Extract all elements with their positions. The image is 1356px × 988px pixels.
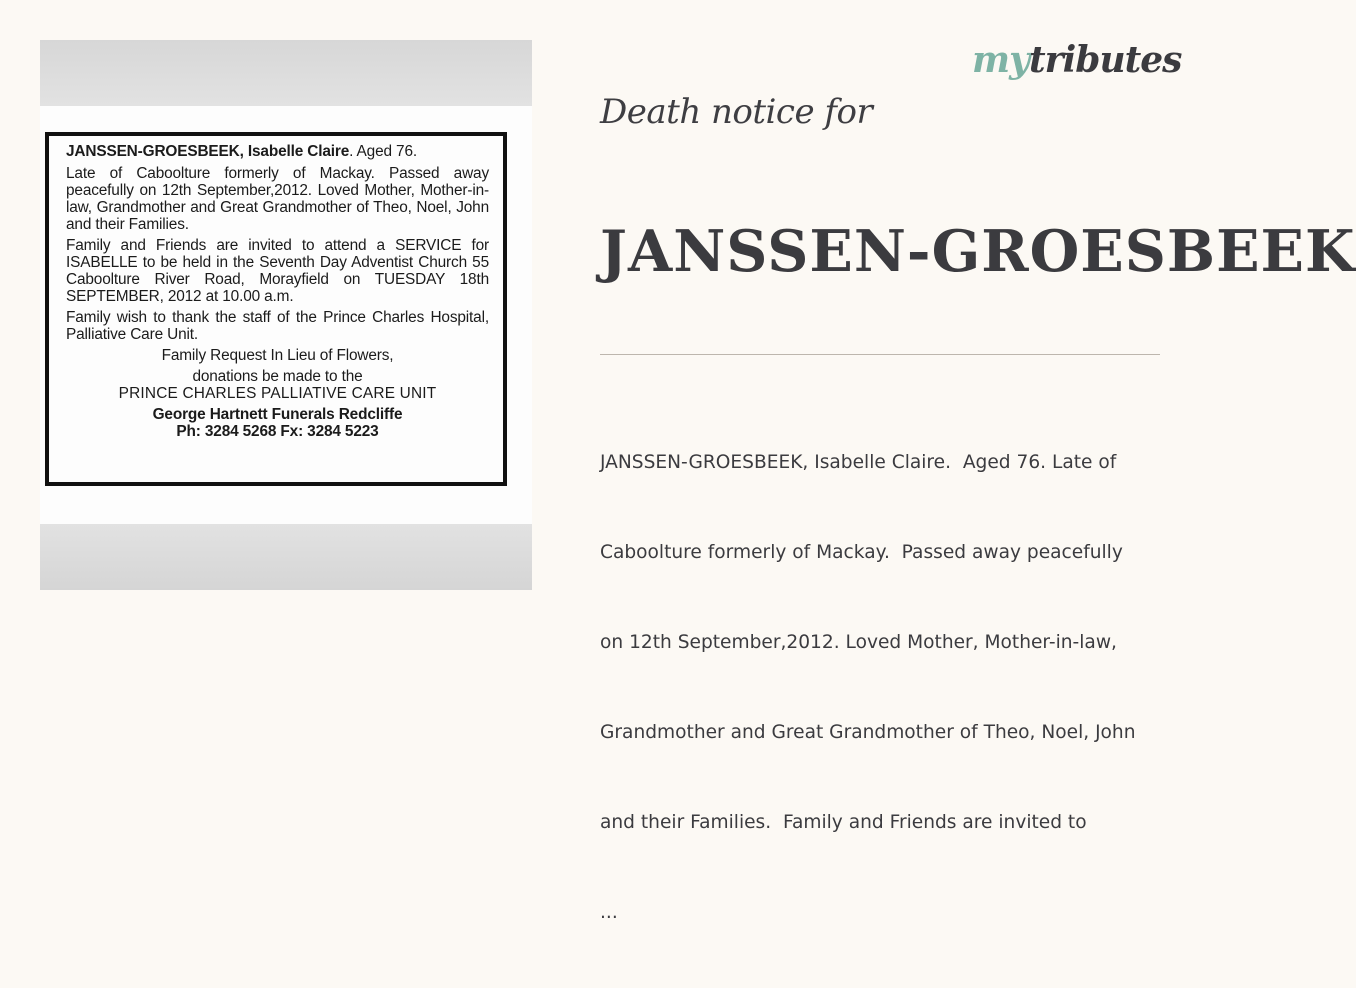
notice-funeral-home: George Hartnett Funerals Redcliffe (152, 406, 403, 423)
notice-border-box (45, 132, 507, 486)
notice-excerpt (600, 388, 1190, 988)
notice-age: . Aged 76. (349, 143, 417, 160)
card-top-margin (40, 40, 532, 106)
notice-name: JANSSEN-GROESBEEK, Isabelle Claire (66, 143, 350, 160)
notice-flowers-request: Family Request In Lieu of Flowers, (161, 347, 394, 364)
notice-image-card[interactable] (40, 40, 532, 590)
excerpt-ellipsis: ... (600, 902, 618, 923)
card-bottom-margin (40, 524, 532, 590)
excerpt-line: Grandmother and Great Grandmother of Theo, Noel, John (600, 722, 1136, 743)
notice-charity: PRINCE CHARLES PALLIATIVE CARE UNIT (118, 385, 437, 402)
excerpt-line: and their Families. Family and Friends are invited to (600, 812, 1087, 833)
notice-paragraph-thanks: Family wish to thank the staff of the Prince Charles Hospital, Palliative Care Unit. (66, 309, 489, 343)
divider (600, 354, 1160, 355)
deceased-name: JANSSEN-GROESBEEK (600, 218, 1356, 285)
excerpt-line: Caboolture formerly of Mackay. Passed away peacefully (600, 542, 1123, 563)
page-heading: Death notice for (600, 92, 873, 132)
notice-paragraph-life: Late of Caboolture formerly of Mackay. Passed away peacefully on 12th September,2012. Loved Mother, Mother-in-law, Grandmother and Great Grandmother of Theo, Noel, John and their Families. (66, 165, 489, 233)
logo-tributes: tributes (1029, 39, 1182, 81)
mytributes-logo[interactable] (972, 36, 1181, 84)
notice-heading-line (66, 143, 489, 160)
notice-paragraph-service: Family and Friends are invited to attend a SERVICE for ISABELLE to be held in the Seventh Day Adventist Church 55 Caboolture River Road, Morayfield on TUESDAY 18th SEPTEMBER, 2012 at 10.00 a.m. (66, 237, 489, 305)
excerpt-line: JANSSEN-GROESBEEK, Isabelle Claire. Aged 76. Late of (600, 452, 1117, 473)
notice-phone: Ph: 3284 5268 Fx: 3284 5223 (176, 423, 379, 440)
notice-donations-line: donations be made to the (192, 368, 363, 385)
logo-my: my (972, 39, 1030, 81)
excerpt-line: on 12th September,2012. Loved Mother, Mother-in-law, (600, 632, 1117, 653)
newspaper-clipping (40, 106, 532, 524)
